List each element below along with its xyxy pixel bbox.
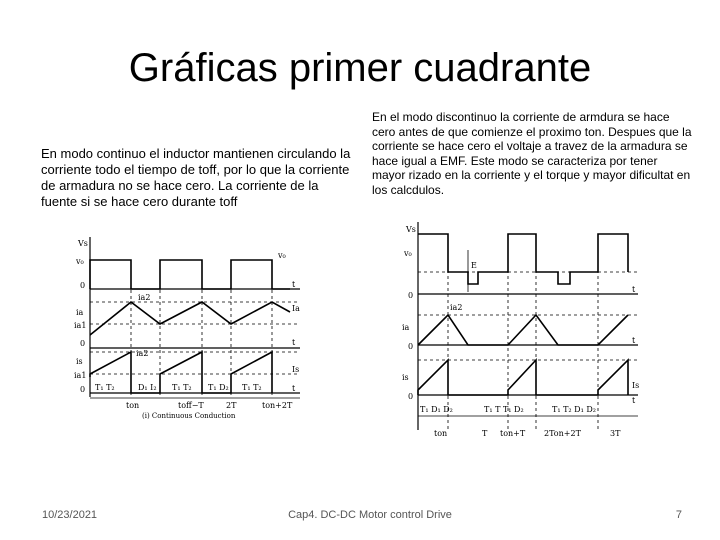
figure-caption: (i) Continuous Conduction <box>142 412 236 420</box>
label-t-3: t <box>632 396 636 405</box>
label-ia: ia <box>76 308 84 317</box>
interval-2: T₁ T T₁ D₂ <box>484 405 524 414</box>
slide-title: Gráficas primer cuadrante <box>128 46 592 90</box>
label-zero-2: 0 <box>408 342 414 351</box>
vo-waveform <box>418 234 628 284</box>
label-is-right: Is <box>632 381 640 390</box>
footer-title: Cap4. DC-DC Motor control Drive <box>288 509 452 521</box>
label-ia2: ia2 <box>450 303 463 312</box>
label-vs: Vs <box>406 225 416 234</box>
label-T: T <box>482 429 488 438</box>
label-vo: v₀ <box>404 249 412 258</box>
ia-waveform <box>90 302 290 335</box>
label-t-2: t <box>632 336 636 345</box>
label-ia-right: Ia <box>292 304 300 313</box>
page-number: 7 <box>675 509 682 521</box>
label-ia1: ia1 <box>74 321 87 330</box>
discontinuous-mode-text: En el modo discontinuo la corriente de armdura se hace cero antes de que comienze el proximo ton. Despues que la corriente se hace cero el voltaje a travez de la armadura se hace igual a EMF. Este modo se caracteriza por tener mayor rizado en la corriente y el torque y mayor dificultat en los calcdulos. <box>372 110 692 197</box>
label-ia2: ia2 <box>138 293 151 302</box>
label-E: E <box>471 261 477 270</box>
label-ia1-b: ia1 <box>74 371 87 380</box>
interval-3: T₁ T₂ <box>172 383 192 392</box>
label-is: is <box>402 373 409 382</box>
interval-4: T₁ D₂ <box>208 383 229 392</box>
footer-date: 10/23/2021 <box>42 509 98 521</box>
interval-1: T₁ D₁ D₂ <box>420 405 453 414</box>
label-ton-2T: ton+2T <box>262 401 293 410</box>
continuous-mode-text: En modo continuo el inductor mantienen circulando la corriente todo el tiempo de toff, por lo que la corriente de armadura no se hace cero. La corriente de la fuente si se hace cero durante toff <box>41 146 351 209</box>
vo-waveform <box>90 260 290 289</box>
is-waveform <box>418 360 628 395</box>
label-toff: toff−T <box>178 401 204 410</box>
label-3T: 3T <box>610 429 621 438</box>
discontinuous-conduction-figure <box>388 220 648 440</box>
label-vo-right: v₀ <box>278 251 286 260</box>
label-t-1: t <box>292 280 296 289</box>
continuous-conduction-figure <box>50 232 305 420</box>
label-2ton-2T: 2Ton+2T <box>544 429 581 438</box>
label-t-2: t <box>292 338 296 347</box>
label-t-3: t <box>292 384 296 393</box>
label-is-right: Is <box>292 365 300 374</box>
label-vo: v₀ <box>76 257 84 266</box>
label-vs: Vs <box>78 239 88 248</box>
ia-waveform <box>418 315 628 345</box>
label-ton-T: ton+T <box>500 429 526 438</box>
label-zero-3: 0 <box>408 392 414 401</box>
label-ia: ia <box>402 323 410 332</box>
label-is: is <box>76 357 83 366</box>
label-ton: ton <box>434 429 448 438</box>
label-zero-1: 0 <box>80 281 86 290</box>
label-zero-3: 0 <box>80 385 86 394</box>
interval-3: T₁ T₂ D₁ D₂ <box>552 405 596 414</box>
interval-5: T₁ T₂ <box>242 383 262 392</box>
label-ia2-b: ia2 <box>136 349 149 358</box>
interval-2: D₁ I₂ <box>138 383 157 392</box>
label-2T: 2T <box>226 401 237 410</box>
label-ton: ton <box>126 401 140 410</box>
interval-1: T₁ T₂ <box>95 383 115 392</box>
label-t-1: t <box>632 285 636 294</box>
label-zero-1: 0 <box>408 291 414 300</box>
label-zero-2: 0 <box>80 339 86 348</box>
